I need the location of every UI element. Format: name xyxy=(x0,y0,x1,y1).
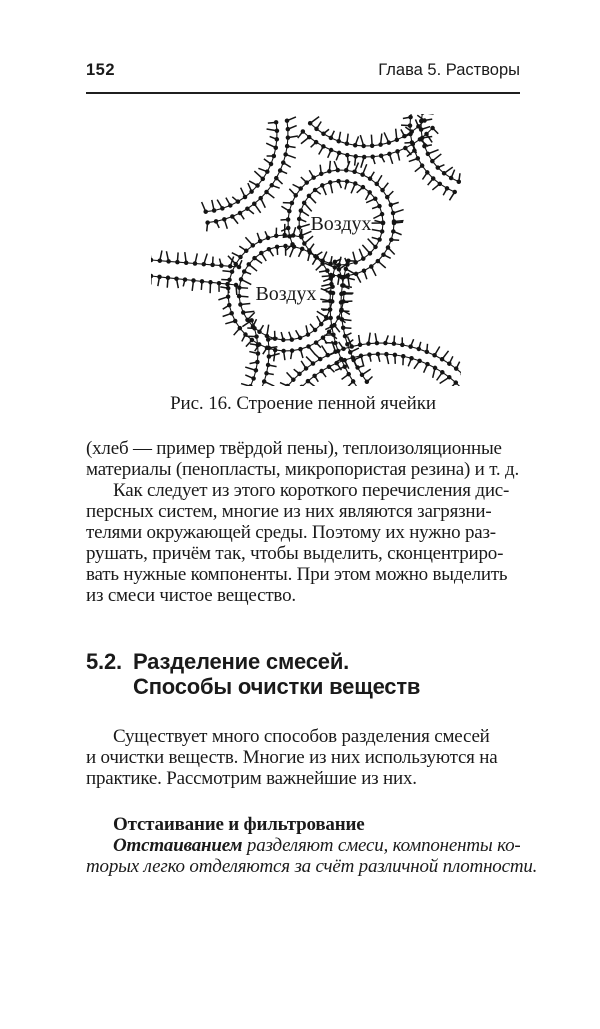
text-line: рушать, причём так, чтобы выделить, сконцентриро- xyxy=(86,543,522,564)
paragraph-sedimentation xyxy=(86,835,522,877)
section-number: 5.2. xyxy=(86,650,133,699)
text-line: материалы (пенопласты, микропористая резина) и т. д. xyxy=(86,459,522,480)
chapter-title: Глава 5. Растворы xyxy=(378,60,520,80)
text-line: вать нужные компоненты. При этом можно выделить xyxy=(86,564,522,585)
paragraph-foam-examples xyxy=(86,438,522,480)
figure-caption: Рис. 16. Строение пенной ячейки xyxy=(66,393,540,415)
page-number: 152 xyxy=(86,60,115,80)
foam-structure-svg xyxy=(151,114,461,386)
text-line: Существует много способов разделения смесей xyxy=(86,726,522,747)
text-run: разделяют смеси, компоненты ко- xyxy=(242,835,520,856)
section-title-line: Разделение смесей. xyxy=(133,650,420,675)
surfactant-chains xyxy=(151,114,461,386)
body-text xyxy=(86,438,522,877)
text-line: персных систем, многие из них являются загрязни- xyxy=(86,501,522,522)
text-line: (хлеб — пример твёрдой пены), теплоизоляционные xyxy=(86,438,522,459)
paragraph-disperse-systems xyxy=(86,480,522,606)
text-line: и очистки веществ. Многие из них используются на xyxy=(86,747,522,768)
subsection-heading: Отстаивание и фильтрование xyxy=(86,814,522,835)
foam-figure xyxy=(0,114,600,415)
text-line: торых легко отделяются за счёт различной плотности. xyxy=(86,856,522,877)
page-header xyxy=(86,60,520,94)
air-label-upper: Воздух xyxy=(310,213,371,235)
text-line: телями окружающей среды. Поэтому их нужно раз- xyxy=(86,522,522,543)
text-line: из смеси чистое вещество. xyxy=(86,585,522,606)
text-line: Как следует из этого короткого перечисления дис- xyxy=(86,480,522,501)
book-page xyxy=(0,60,600,1029)
section-heading xyxy=(86,650,522,699)
text-line: практике. Рассмотрим важнейшие из них. xyxy=(86,768,522,789)
term-lead: Отстаиванием xyxy=(113,835,242,856)
paragraph-separation-intro xyxy=(86,726,522,789)
section-title xyxy=(133,650,420,699)
text-line xyxy=(86,835,522,856)
section-title-line: Способы очистки веществ xyxy=(133,675,420,700)
air-label-lower: Воздух xyxy=(255,283,316,305)
